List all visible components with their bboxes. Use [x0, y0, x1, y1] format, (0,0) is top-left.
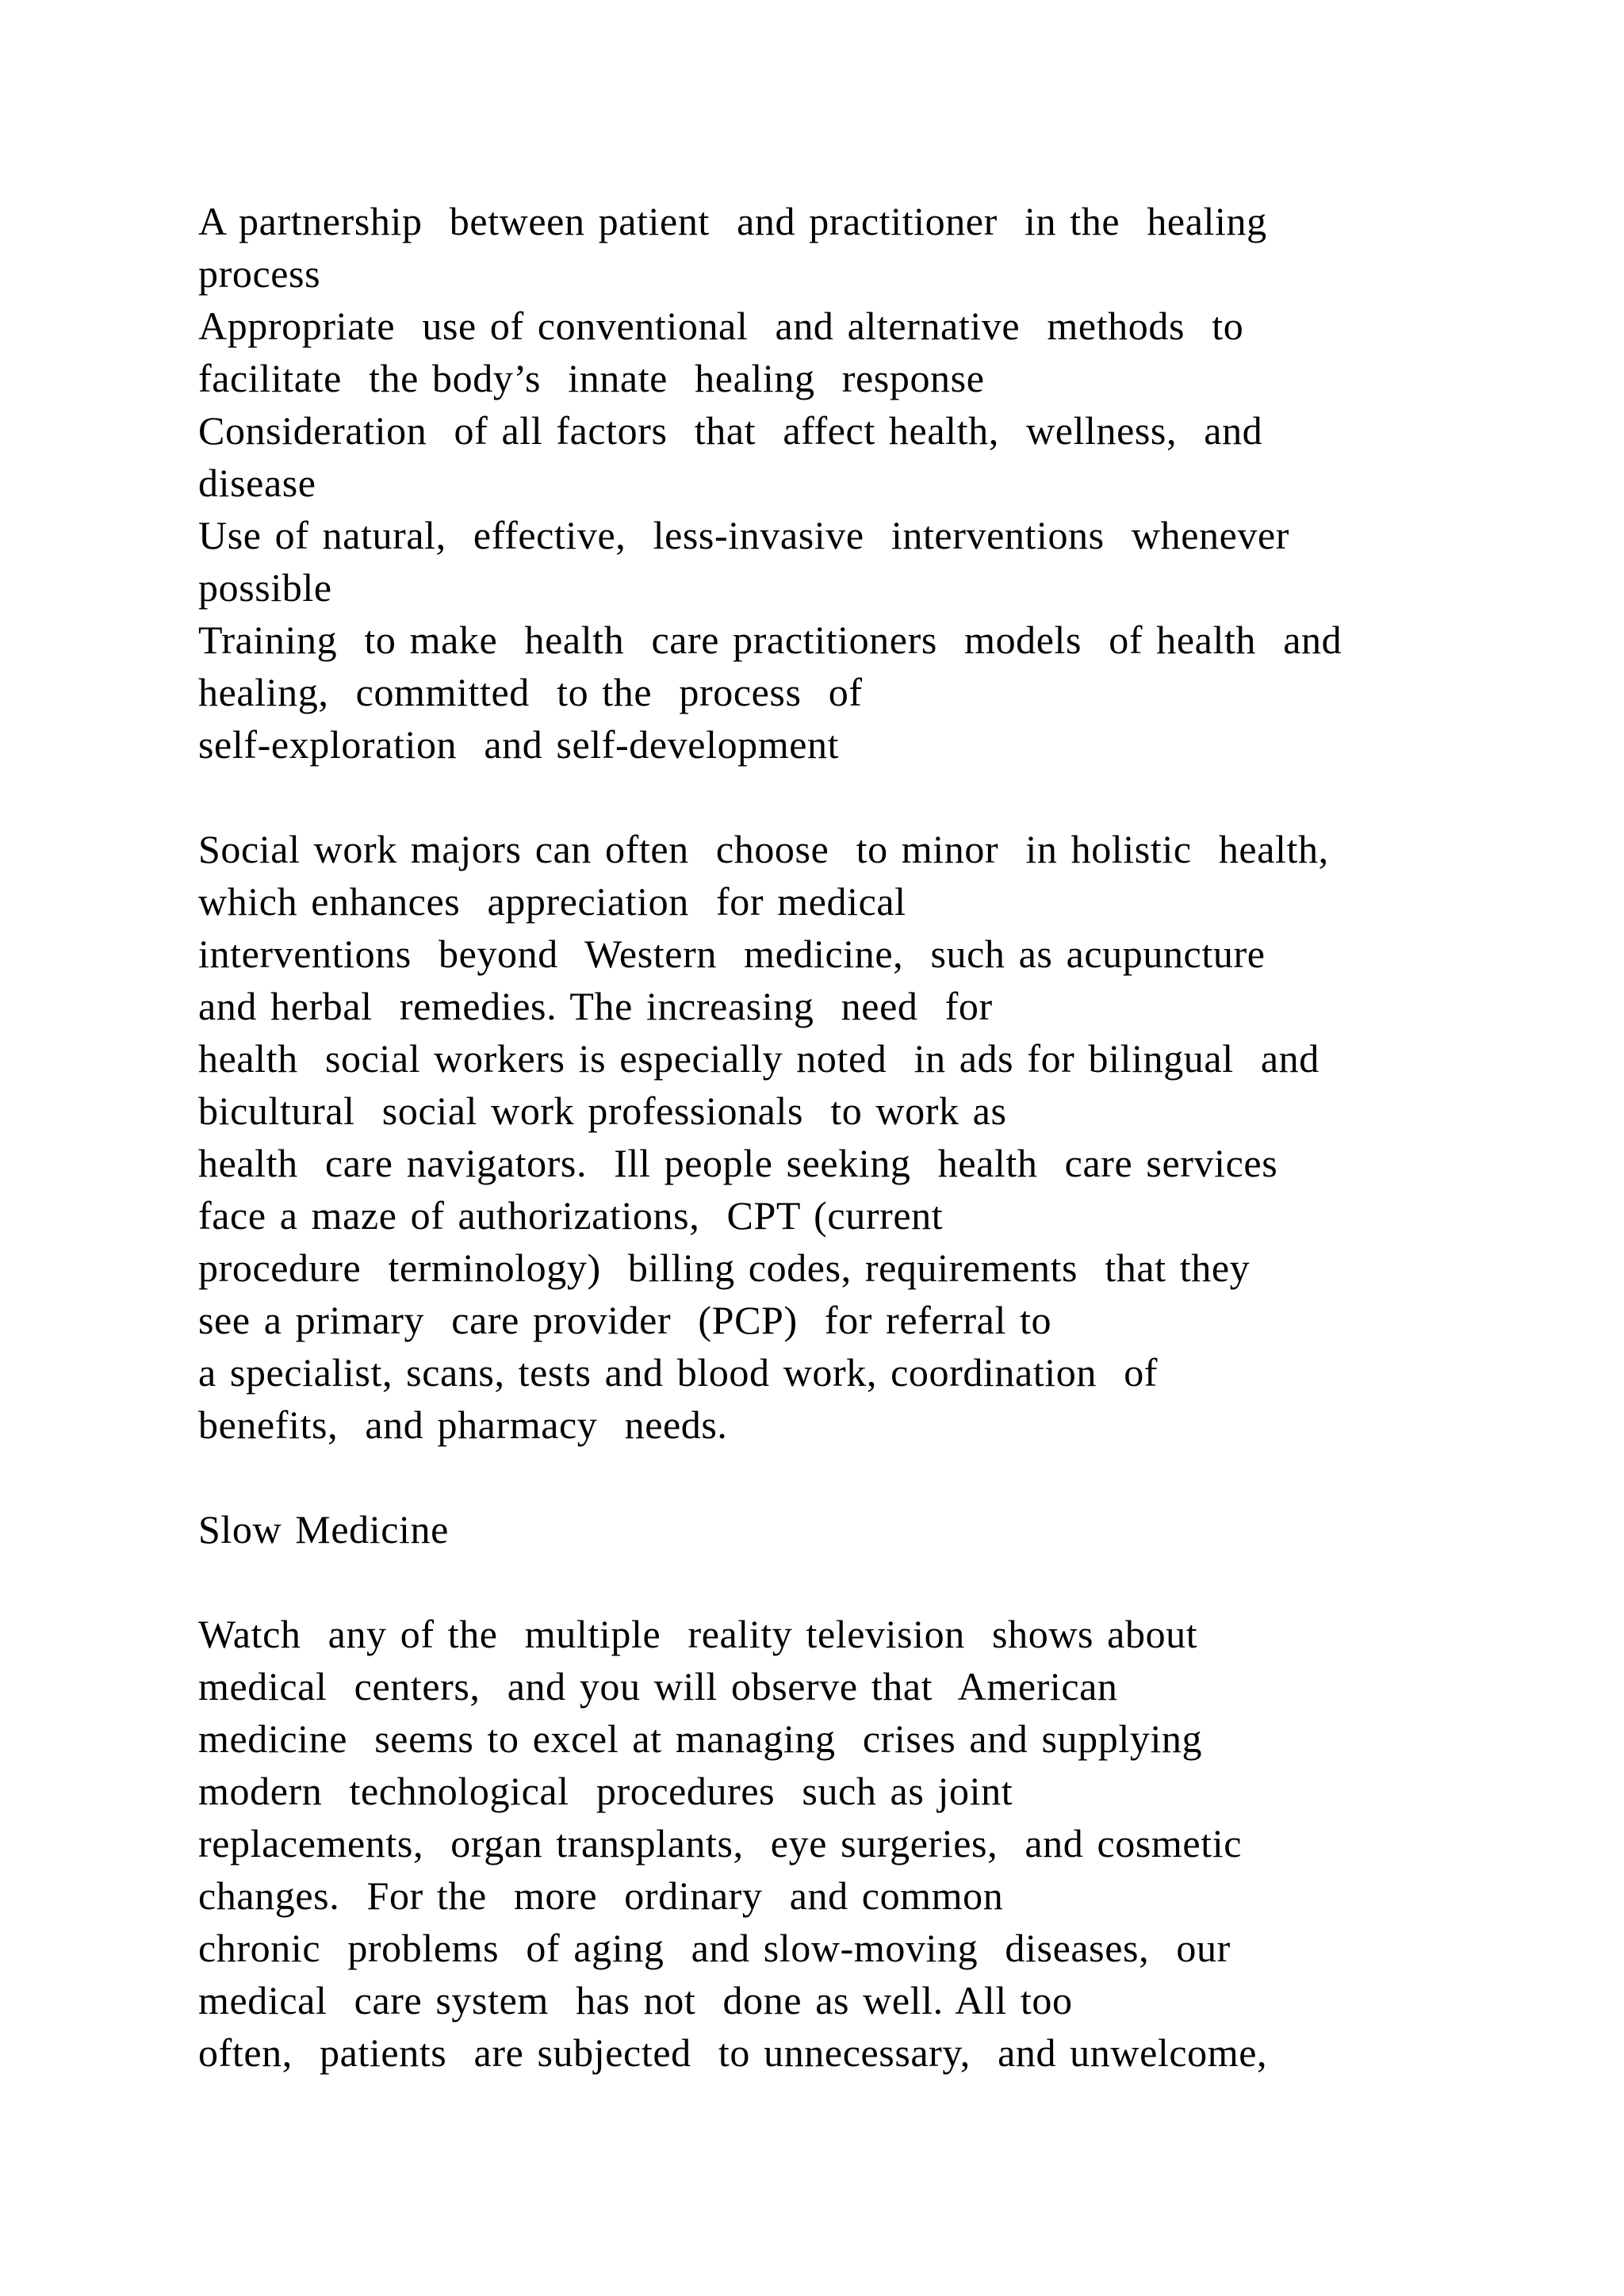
text-line: bicultural social work professionals to work as [198, 1089, 1007, 1133]
paragraph-spacer [198, 771, 1546, 823]
text-line: often, patients are subjected to unnecessary, and unwelcome, [198, 2030, 1268, 2075]
text-line: medical care system has not done as well. All too [198, 1978, 1073, 2022]
text-line: A partnership between patient and practitioner in the healing [198, 199, 1267, 243]
text-line: and herbal remedies. The increasing need for [198, 984, 993, 1028]
text-line: self-exploration and self-development [198, 722, 840, 767]
text-line: process [198, 251, 321, 296]
section-heading: Slow Medicine [198, 1507, 449, 1552]
text-line: Use of natural, effective, less-invasive interventions whenever [198, 513, 1290, 557]
text-line: disease [198, 461, 316, 505]
text-line: changes. For the more ordinary and common [198, 1873, 1004, 1918]
text-line: healing, committed to the process of [198, 670, 863, 714]
text-line: which enhances appreciation for medical [198, 879, 906, 924]
paragraph-spacer [198, 1451, 1546, 1503]
text-line: Social work majors can often choose to minor in holistic health, [198, 827, 1329, 871]
text-line: medical centers, and you will observe that American [198, 1664, 1118, 1709]
text-line: Consideration of all factors that affect health, wellness, and [198, 408, 1263, 453]
document-body [198, 195, 1546, 2079]
text-line: medicine seems to excel at managing crises and supplying [198, 1716, 1203, 1761]
text-line: possible [198, 565, 332, 610]
text-line: replacements, organ transplants, eye surgeries, and cosmetic [198, 1821, 1242, 1866]
text-line: Watch any of the multiple reality television shows about [198, 1612, 1198, 1656]
text-line: benefits, and pharmacy needs. [198, 1402, 728, 1447]
paragraph-spacer [198, 1556, 1546, 1608]
text-line: interventions beyond Western medicine, such as acupuncture [198, 932, 1266, 976]
text-line: facilitate the body’s innate healing response [198, 356, 985, 400]
text-line: modern technological procedures such as joint [198, 1769, 1013, 1813]
text-line: face a maze of authorizations, CPT (current [198, 1193, 944, 1238]
text-line: health care navigators. Ill people seeking health care services [198, 1141, 1278, 1185]
text-line: a specialist, scans, tests and blood work, coordination of [198, 1350, 1159, 1395]
text-line: see a primary care provider (PCP) for referral to [198, 1298, 1052, 1342]
text-line: Training to make health care practitioners models of health and [198, 618, 1342, 662]
text-line: chronic problems of aging and slow-moving diseases, our [198, 1926, 1231, 1970]
text-line: health social workers is especially noted in ads for bilingual and [198, 1036, 1320, 1081]
text-line: Appropriate use of conventional and alternative methods to [198, 304, 1244, 348]
text-line: procedure terminology) billing codes, requirements that they [198, 1246, 1251, 1290]
